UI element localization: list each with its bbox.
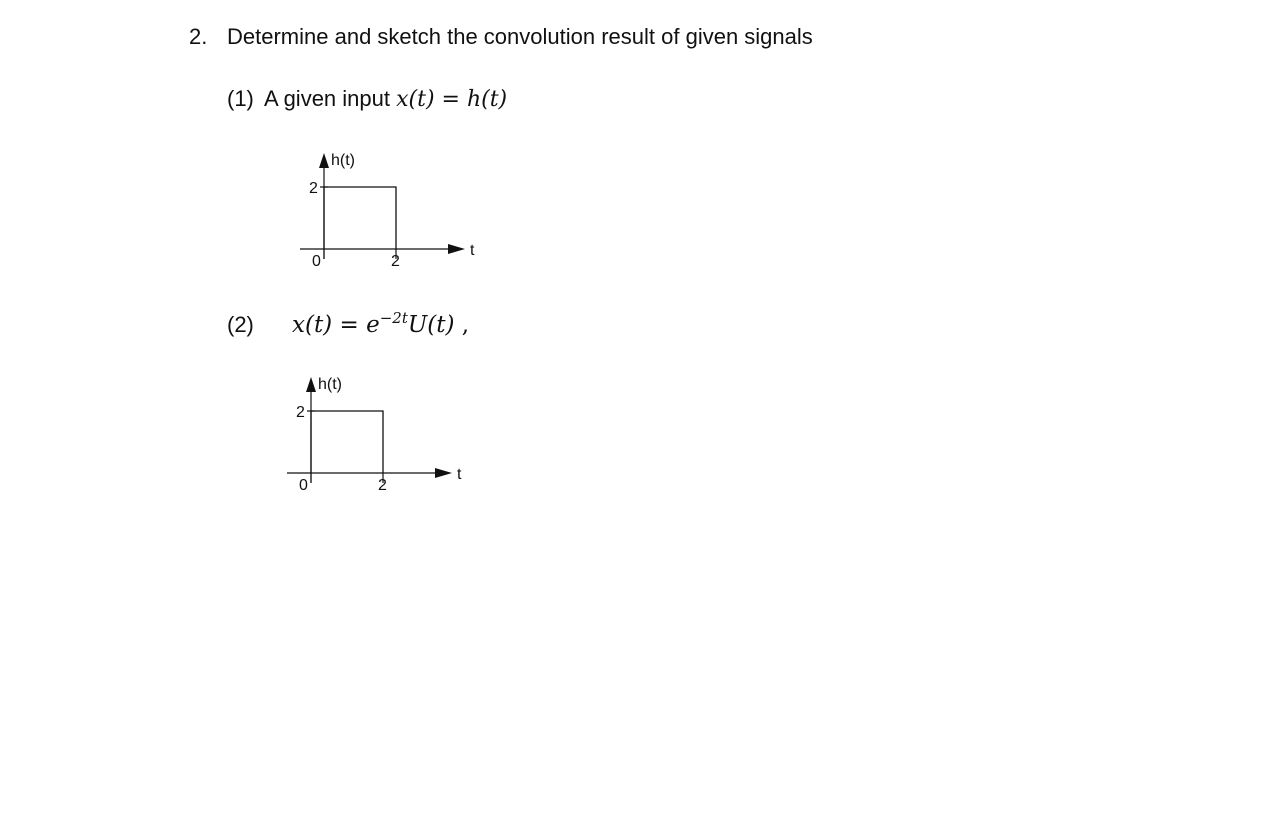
part2-formula-func: U(t) bbox=[407, 312, 455, 338]
part2-formula-exponent: −2t bbox=[379, 309, 408, 327]
part1-graph-signal bbox=[324, 187, 396, 249]
part1-graph-y-tick-label: 2 bbox=[309, 180, 318, 197]
part1-formula bbox=[396, 87, 507, 112]
part1-formula-eq: = bbox=[434, 87, 467, 112]
part2-formula-lhs: x(t) bbox=[292, 312, 333, 338]
part1-graph-axes bbox=[300, 153, 465, 259]
part1-label: (1) bbox=[227, 86, 254, 111]
part1-statement bbox=[264, 86, 507, 112]
question-number: 2. bbox=[189, 24, 208, 49]
part2-formula-eq: = bbox=[332, 312, 367, 338]
part1-text-prefix: A given input bbox=[264, 86, 397, 111]
part2-x-axis-arrow bbox=[435, 468, 452, 478]
part2-formula bbox=[292, 309, 469, 338]
part2-label: (2) bbox=[227, 312, 254, 337]
part1-graph bbox=[290, 145, 490, 275]
part2-formula-trail: , bbox=[454, 312, 470, 338]
part1-x-axis-arrow bbox=[448, 244, 465, 254]
part1-signal-line bbox=[324, 187, 396, 249]
part2-graph-x-label: t bbox=[457, 466, 462, 483]
part2-graph-y-label: h(t) bbox=[318, 376, 342, 393]
part1-graph-x-label: t bbox=[470, 242, 475, 259]
part2-graph-axes bbox=[287, 377, 452, 483]
part1-graph-y-label: h(t) bbox=[331, 152, 355, 169]
part2-signal-line bbox=[311, 411, 383, 473]
part2-formula-base: e bbox=[366, 312, 380, 338]
part2-graph-x-tick-label: 2 bbox=[378, 477, 387, 494]
part1-formula-lhs: x(t) bbox=[396, 87, 435, 112]
question-text: Determine and sketch the convolution result of given signals bbox=[227, 24, 813, 49]
part2-graph-y-tick-label: 2 bbox=[296, 404, 305, 421]
part2-y-axis-arrow bbox=[306, 377, 316, 392]
part2-graph-signal bbox=[311, 411, 383, 473]
part2-graph bbox=[277, 369, 477, 499]
part1-y-axis-arrow bbox=[319, 153, 329, 168]
part1-graph-origin-label: 0 bbox=[312, 253, 321, 270]
part1-graph-x-tick-label: 2 bbox=[391, 253, 400, 270]
part2-graph-origin-label: 0 bbox=[299, 477, 308, 494]
part1-formula-rhs: h(t) bbox=[466, 87, 508, 112]
